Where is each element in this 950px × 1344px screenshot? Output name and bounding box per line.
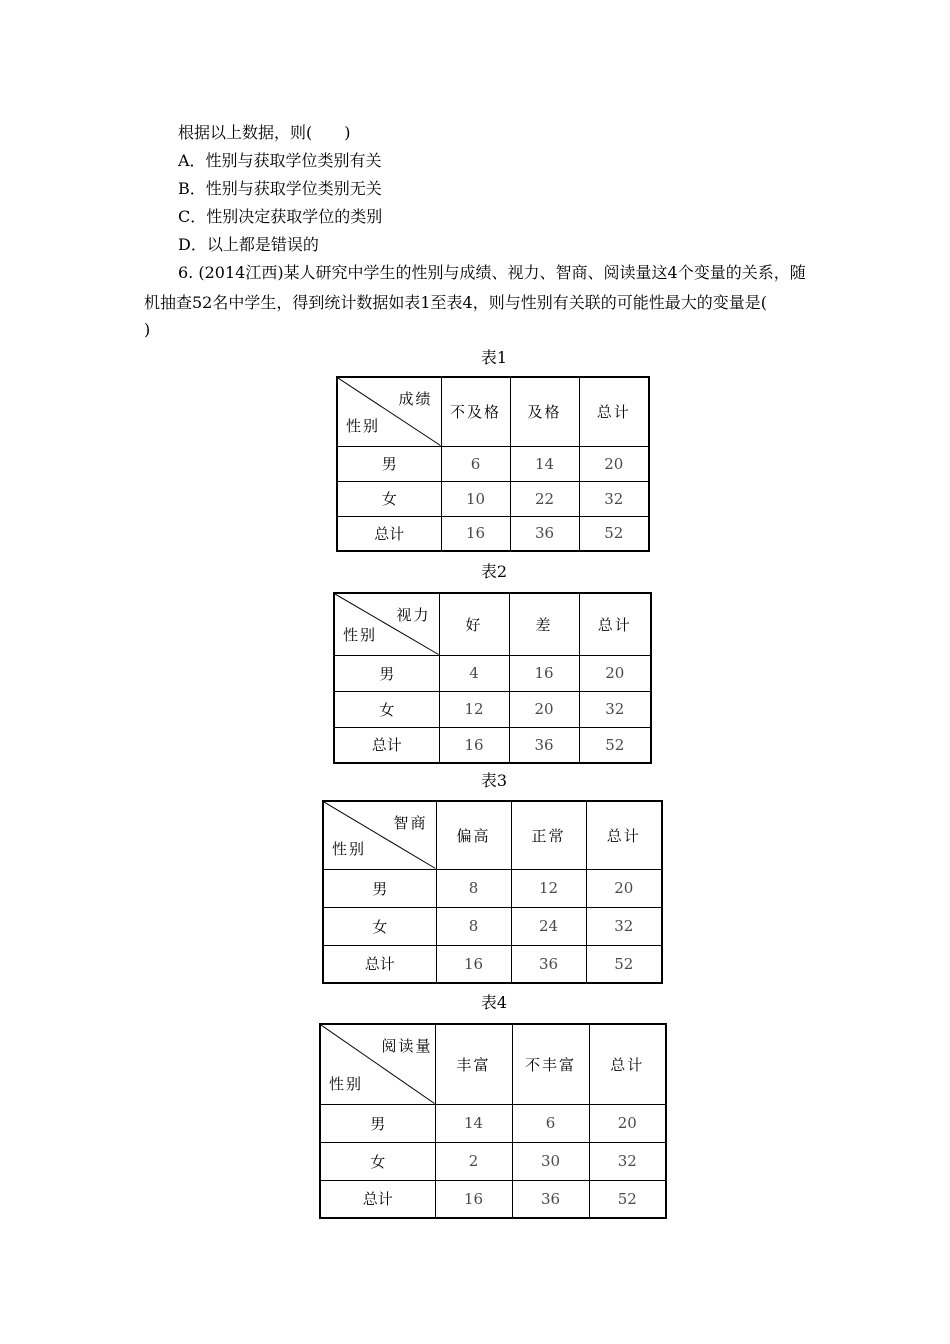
table-4-corner-top: 阅读量: [381, 1037, 433, 1055]
table-2-col-header: 总计: [579, 593, 651, 655]
table-4-row-label: 男: [320, 1104, 435, 1142]
table-row: [334, 691, 651, 727]
table-3-cell: 8: [436, 907, 511, 945]
table-3-corner-bottom: 性别: [332, 839, 367, 858]
question-6-line-2: 机抽查52名中学生，得到统计数据如表1至表4，则与性别有关联的可能性最大的变量是(: [144, 293, 767, 312]
table-2-cell: 32: [579, 691, 651, 727]
table-4-caption: 表4: [480, 993, 508, 1012]
table-2-row-label: 男: [334, 655, 439, 691]
table-1-cell: 10: [441, 481, 510, 516]
table-2-caption: 表2: [480, 562, 508, 581]
table-4-cell: 2: [435, 1142, 512, 1180]
table-4-cell: 36: [512, 1180, 589, 1218]
table-2-cell: 4: [439, 655, 509, 691]
table-4-cell: 14: [435, 1104, 512, 1142]
table-row: [323, 945, 662, 983]
table-4-row-label: 总计: [320, 1180, 435, 1218]
table-2-corner-bottom: 性别: [343, 625, 378, 644]
table-4-corner-bottom: 性别: [329, 1074, 364, 1093]
table-4-cell: 16: [435, 1180, 512, 1218]
table-4-cell: 30: [512, 1142, 589, 1180]
table-1-col-header: 不及格: [441, 377, 510, 446]
table-row: [334, 727, 651, 763]
table-2-col-header: 差: [509, 593, 579, 655]
table-2-cell: 16: [439, 727, 509, 763]
table-3-cell: 20: [586, 869, 662, 907]
table-4-cell: 52: [589, 1180, 666, 1218]
table-1-corner: [337, 377, 441, 446]
table-3-cell: 36: [511, 945, 586, 983]
table-row: [337, 516, 649, 551]
table-row: [320, 1142, 666, 1180]
option-d: D．以上都是错误的: [178, 235, 319, 254]
table-2-cell: 52: [579, 727, 651, 763]
table-3-cell: 8: [436, 869, 511, 907]
table-3-corner: [323, 801, 436, 869]
table-row: [323, 907, 662, 945]
table-row: [323, 869, 662, 907]
table-3-col-header: 总计: [586, 801, 662, 869]
table-2-cell: 16: [509, 655, 579, 691]
table-1-cell: 6: [441, 446, 510, 481]
table-4-col-header: 不丰富: [512, 1024, 589, 1104]
table-row: [337, 481, 649, 516]
table-1-cell: 36: [510, 516, 579, 551]
table-3-col-header: 偏高: [436, 801, 511, 869]
table-3-row-label: 女: [323, 907, 436, 945]
table-3-corner-top: 智商: [393, 814, 428, 832]
table-2-cell: 12: [439, 691, 509, 727]
table-row: [320, 1180, 666, 1218]
table-3-caption: 表3: [480, 771, 508, 790]
question-6-line-1: 6. (2014江西)某人研究中学生的性别与成绩、视力、智商、阅读量这4个变量的关系，随: [178, 263, 806, 282]
table-1-col-header: 总计: [579, 377, 649, 446]
table-3-cell: 12: [511, 869, 586, 907]
table-2-cell: 36: [509, 727, 579, 763]
table-row: [334, 655, 651, 691]
table-2-row-label: 女: [334, 691, 439, 727]
table-2-col-header: 好: [439, 593, 509, 655]
table-1-cell: 52: [579, 516, 649, 551]
table-1-caption: 表1: [480, 348, 508, 367]
table-1-row-label: 女: [337, 481, 441, 516]
table-1-corner-top: 成绩: [398, 390, 433, 408]
table-3-row-label: 男: [323, 869, 436, 907]
question-intro: 根据以上数据，则( ): [178, 123, 351, 142]
table-4-col-header: 丰富: [435, 1024, 512, 1104]
option-b: B．性别与获取学位类别无关: [178, 179, 382, 198]
table-1-cell: 20: [579, 446, 649, 481]
table-1-cell: 14: [510, 446, 579, 481]
table-1-row-label: 男: [337, 446, 441, 481]
table-1-col-header: 及格: [510, 377, 579, 446]
table-3-cell: 16: [436, 945, 511, 983]
table-3-cell: 32: [586, 907, 662, 945]
table-1-cell: 16: [441, 516, 510, 551]
table-3-cell: 52: [586, 945, 662, 983]
table-4-cell: 20: [589, 1104, 666, 1142]
table-2-cell: 20: [579, 655, 651, 691]
table-row: [337, 446, 649, 481]
table-3: [322, 800, 663, 984]
table-2-corner-top: 视力: [396, 606, 431, 624]
table-4-cell: 32: [589, 1142, 666, 1180]
table-2-row-label: 总计: [334, 727, 439, 763]
table-3-row-label: 总计: [323, 945, 436, 983]
option-a: A．性别与获取学位类别有关: [178, 151, 382, 170]
table-2: [333, 592, 652, 764]
table-row: [320, 1104, 666, 1142]
table-4-row-label: 女: [320, 1142, 435, 1180]
table-4: [319, 1023, 667, 1219]
table-1-corner-bottom: 性别: [346, 416, 381, 435]
table-1-row-label: 总计: [337, 516, 441, 551]
table-4-corner: [320, 1024, 435, 1104]
table-1: [336, 376, 650, 552]
table-2-corner: [334, 593, 439, 655]
table-4-cell: 6: [512, 1104, 589, 1142]
question-6-line-3: ): [144, 320, 151, 339]
option-c: C．性别决定获取学位的类别: [178, 207, 383, 226]
table-1-cell: 22: [510, 481, 579, 516]
table-3-cell: 24: [511, 907, 586, 945]
table-4-col-header: 总计: [589, 1024, 666, 1104]
table-1-cell: 32: [579, 481, 649, 516]
table-3-col-header: 正常: [511, 801, 586, 869]
table-2-cell: 20: [509, 691, 579, 727]
